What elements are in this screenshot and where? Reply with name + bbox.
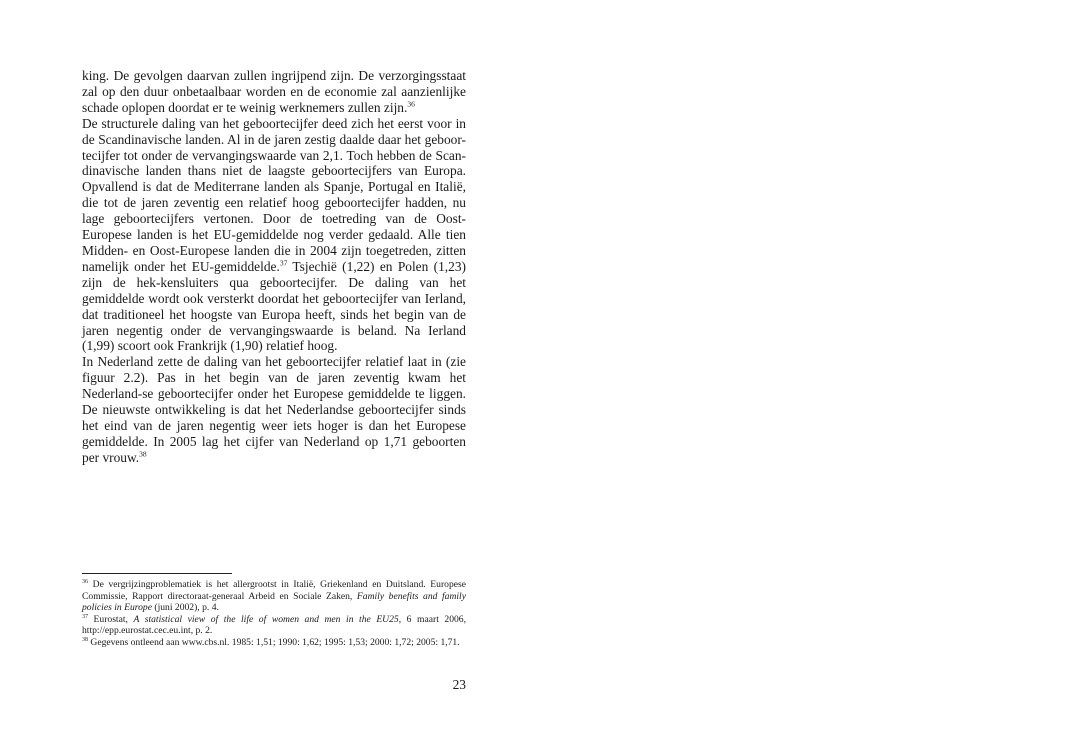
footnote-37 — [82, 614, 466, 637]
body-text — [82, 68, 466, 466]
page-number: 23 — [452, 677, 466, 692]
footnote-36-number: 36 — [82, 578, 88, 585]
paragraph-2 — [82, 116, 466, 355]
footnote-38 — [82, 637, 466, 649]
footnote-36-tail: (juni 2002), p. 4. — [152, 602, 219, 614]
footnote-ref-37[interactable]: 37 — [279, 258, 288, 268]
footnote-36 — [82, 579, 466, 614]
footnotes — [82, 579, 466, 649]
footnote-37-text: Eurostat, — [88, 613, 134, 625]
paragraph-3-text: In Nederland zette de daling van het geboortecijfer relatief laat in (zie figuur 2.2). Pas in het begin van de jaren zeventig kwam het Nederland-se geboortecijfer onder het Europese gemiddelde te liggen. De nieuwste ontwikkeling is dat het Nederlandse geboortecijfer sinds het eind van de jaren negentig weer iets hoger is dan het Europese gemiddelde. In 2005 lag het cijfer van Nederland op 1,71 geboorten per vrouw. — [82, 354, 466, 465]
footnote-ref-36[interactable]: 36 — [407, 99, 415, 109]
paragraph-2-text-a: De structurele daling van het geboortecijfer deed zich het eerst voor in de Scandinavische landen. Al in de jaren zestig daalde daar het geboor-tecijfer tot onder de vervangingswaarde van 2,1. Toch hebben de Scan-dinavische landen thans niet de laagste geboortecijfers van Europa. Opvallend is dat de Mediterrane landen als Spanje, Portugal en Italië, die tot de jaren zeventig een relatief hoog geboortecijfer hadden, nu lage geboortecijfers vertonen. Door de toetreding van de Oost-Europese landen is het EU-gemiddelde nog verder gedaald. Alle tien Midden- en Oost-Europese landen die in 2004 zijn toegetreden, zitten namelijk onder het EU-gemiddelde. — [82, 115, 466, 274]
paragraph-2-text-b: Tsjechië (1,22) en Polen (1,23) zijn de hek-kensluiters qua geboortecijfer. De daling van het gemiddelde wordt ook versterkt doordat het geboortecijfer van Ierland, dat traditioneel het hoogste van Europa heeft, sinds het begin van de jaren negentig onder de vervangingswaarde is beland. Na Ierland (1,99) scoort ook Frankrijk (1,90) relatief hoog. — [82, 258, 467, 354]
paragraph-3 — [82, 354, 466, 465]
footnote-37-tail: , 6 maart 2006, http://epp.eurostat.cec.eu.int, p. 2. — [82, 613, 466, 637]
footnote-37-number: 37 — [82, 613, 88, 620]
footnote-36-title: Family benefits and family policies in Europe — [82, 590, 466, 614]
footnote-38-text: Gegevens ontleend aan www.cbs.nl. 1985: 1,51; 1990: 1,62; 1995: 1,53; 2000: 1,72; 2005: 1,71. — [88, 636, 460, 648]
footnote-37-title: A statistical view of the life of women and men in the EU25 — [133, 613, 399, 625]
paragraph-1-text: king. De gevolgen daarvan zullen ingrijpend zijn. De verzorgingsstaat zal op den duur onbetaalbaar worden en de economie zal aanzienlijke schade oplopen doordat er te weinig werknemers zullen zijn. — [82, 68, 466, 115]
footnote-36-text: De vergrijzingproblematiek is het allergrootst in Italië, Griekenland en Duitsland. Europese Commissie, Rapport directoraat-generaal Arbeid en Sociale Zaken, — [82, 579, 466, 602]
paragraph-1 — [82, 68, 466, 116]
footnote-ref-38[interactable]: 38 — [139, 449, 147, 459]
footnote-separator — [82, 573, 232, 574]
footnote-38-number: 38 — [82, 636, 88, 643]
